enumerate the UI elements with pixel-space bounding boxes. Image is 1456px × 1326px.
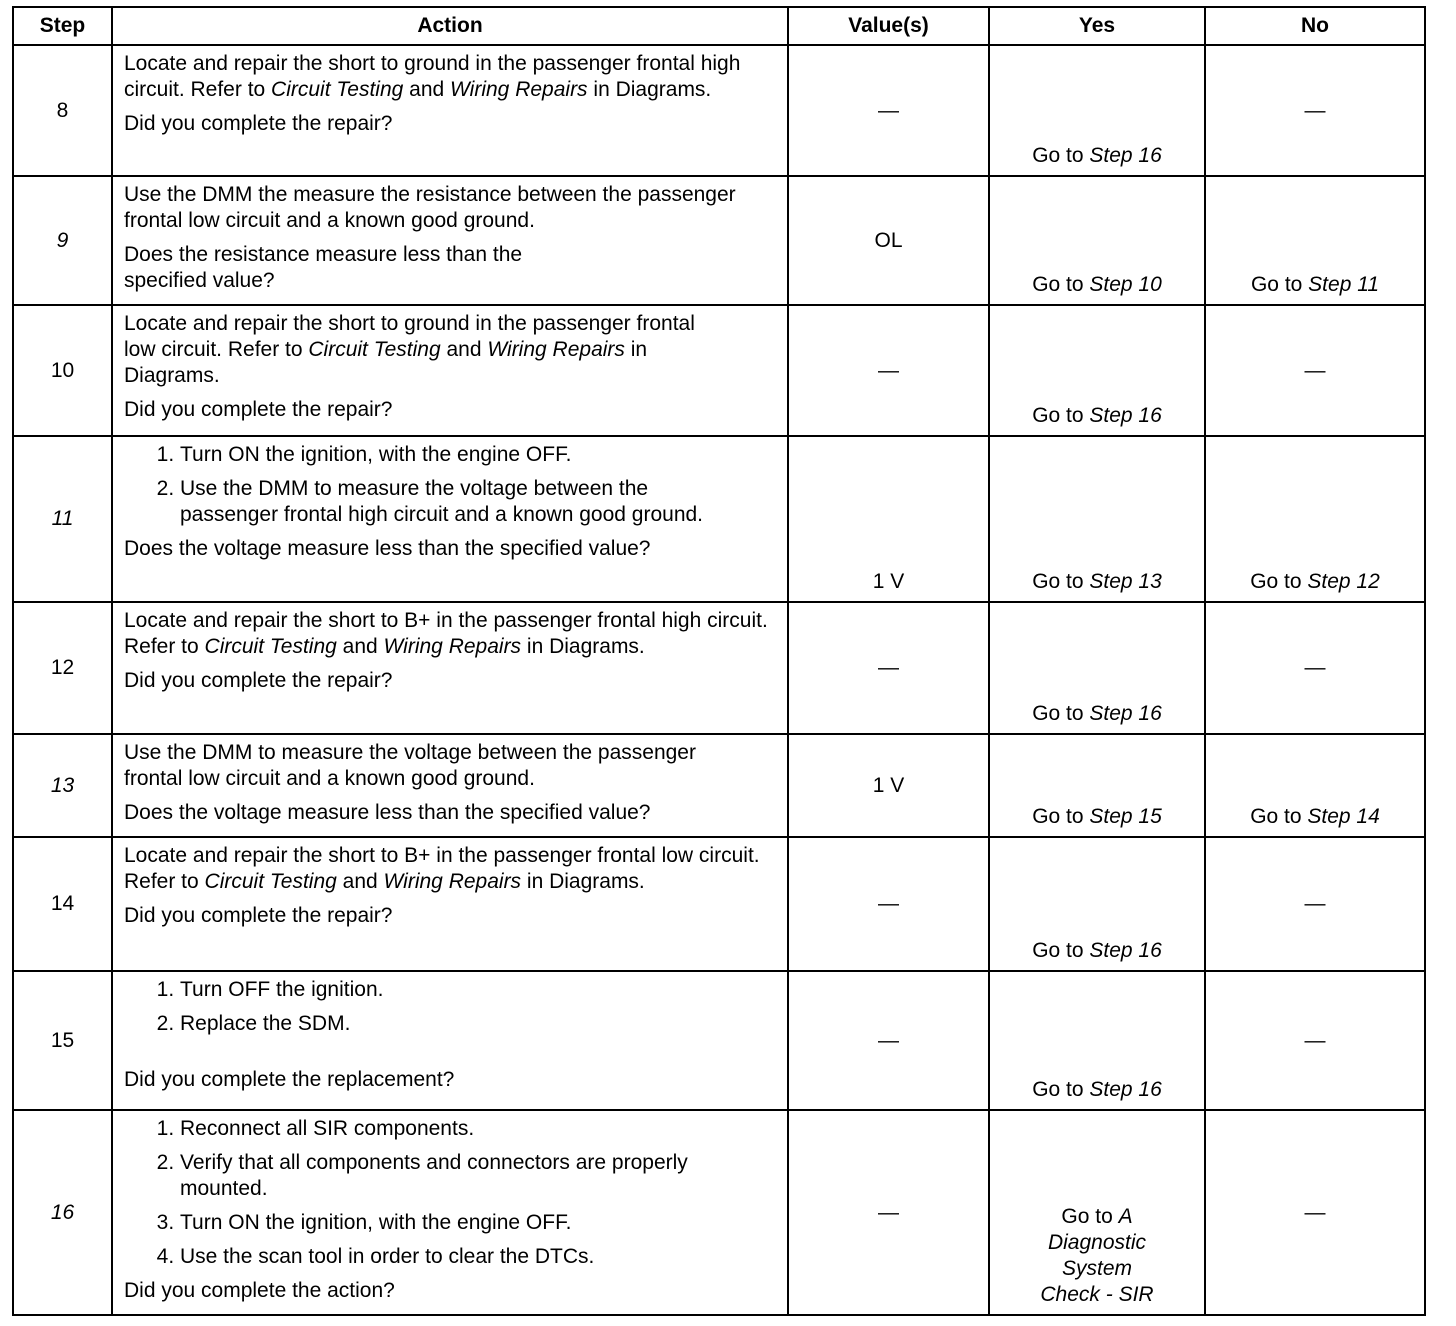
no-cell: —: [1205, 45, 1425, 176]
value-cell: —: [788, 602, 989, 734]
action-step: 4. Use the scan tool in order to clear the DTCs.: [180, 1244, 750, 1270]
yes-cell: Go to Step 15: [989, 734, 1205, 837]
value-cell: —: [788, 305, 989, 436]
yes-step-link: Step 16: [1089, 939, 1162, 962]
value-cell: 1 V: [788, 436, 989, 602]
no-cell: Go to Step 14: [1205, 734, 1425, 837]
circuit-testing-ref: Circuit Testing: [204, 635, 337, 658]
yes-step-link: Step 16: [1089, 144, 1162, 167]
header-no: No: [1205, 7, 1425, 45]
no-step-link: Step 14: [1307, 805, 1380, 828]
no-cell: —: [1205, 602, 1425, 734]
wiring-repairs-ref: Wiring Repairs: [383, 870, 522, 893]
table-row: [13, 1110, 1425, 1315]
table-row: [13, 734, 1425, 837]
value-cell: —: [788, 837, 989, 971]
no-step-link: Step 12: [1307, 570, 1380, 593]
action-steps: [124, 977, 777, 1037]
table-row: [13, 176, 1425, 305]
table-row: [13, 971, 1425, 1110]
action-question: Did you complete the repair?: [124, 669, 393, 692]
table-row: [13, 436, 1425, 602]
action-step: 2. Verify that all components and connectors are properly mounted.: [180, 1150, 750, 1202]
step-number: 14: [13, 837, 112, 971]
action-steps: [124, 442, 740, 528]
action-question: Does the resistance measure less than the specified value?: [124, 243, 523, 292]
yes-cell: Go to A Diagnostic System Check - SIR: [989, 1110, 1205, 1315]
yes-cell: Go to Step 16: [989, 45, 1205, 176]
no-cell: —: [1205, 971, 1425, 1110]
action-cell: [112, 176, 788, 305]
step-number: 13: [13, 734, 112, 837]
action-question: Did you complete the action?: [124, 1279, 395, 1302]
action-question: Does the voltage measure less than the specified value?: [124, 801, 651, 824]
yes-step-link: Step 10: [1089, 273, 1162, 296]
action-cell: [112, 1110, 788, 1315]
action-text: Use the DMM to measure the voltage between the passenger frontal low circuit and a known good ground.: [124, 741, 696, 790]
step-number: 15: [13, 971, 112, 1110]
action-step: 2. Replace the SDM.: [180, 1011, 777, 1037]
header-yes: Yes: [989, 7, 1205, 45]
step-number: 8: [13, 45, 112, 176]
yes-cell: Go to Step 13: [989, 436, 1205, 602]
step-number: 10: [13, 305, 112, 436]
yes-cell: Go to Step 16: [989, 602, 1205, 734]
action-text: Use the DMM the measure the resistance between the passenger frontal low circuit and a known good ground.: [124, 183, 736, 232]
no-cell: —: [1205, 1110, 1425, 1315]
action-step: 1. Reconnect all SIR components.: [180, 1116, 750, 1142]
action-step: 3. Turn ON the ignition, with the engine OFF.: [180, 1210, 750, 1236]
yes-step-link: Step 16: [1089, 702, 1162, 725]
step-number: 9: [13, 176, 112, 305]
header-action: Action: [112, 7, 788, 45]
yes-step-link: Step 15: [1089, 805, 1162, 828]
action-cell: [112, 971, 788, 1110]
circuit-testing-ref: Circuit Testing: [271, 78, 404, 101]
value-cell: —: [788, 45, 989, 176]
action-question: Does the voltage measure less than the specified value?: [124, 537, 651, 560]
action-cell: [112, 734, 788, 837]
no-cell: —: [1205, 305, 1425, 436]
step-number: 12: [13, 602, 112, 734]
action-question: Did you complete the replacement?: [124, 1068, 455, 1091]
action-step: 1. Turn OFF the ignition.: [180, 977, 777, 1003]
yes-cell: Go to Step 16: [989, 971, 1205, 1110]
table-row: [13, 602, 1425, 734]
yes-step-link: Step 16: [1089, 404, 1162, 427]
action-text: Locate and repair the short to ground in the passenger frontal low circuit. Refer to Circuit Testing and Wiring Repairs in Diagrams.: [124, 312, 695, 387]
wiring-repairs-ref: Wiring Repairs: [487, 338, 625, 361]
value-cell: OL: [788, 176, 989, 305]
no-cell: —: [1205, 837, 1425, 971]
action-cell: [112, 45, 788, 176]
yes-step-link: Step 13: [1089, 570, 1162, 593]
no-cell: Go to Step 11: [1205, 176, 1425, 305]
no-cell: Go to Step 12: [1205, 436, 1425, 602]
value-cell: 1 V: [788, 734, 989, 837]
action-cell: [112, 602, 788, 734]
action-cell: [112, 436, 788, 602]
header-values: Value(s): [788, 7, 989, 45]
diagnostic-table: [12, 6, 1426, 1316]
action-cell: [112, 837, 788, 971]
yes-cell: Go to Step 16: [989, 305, 1205, 436]
table-row: [13, 837, 1425, 971]
action-text: Locate and repair the short to B+ in the passenger frontal high circuit. Refer to Circuit Testing and Wiring Repairs in Diagrams.: [124, 609, 768, 658]
action-text: Locate and repair the short to ground in the passenger frontal high circuit. Refer to Circuit Testing and Wiring Repairs in Diagrams.: [124, 52, 741, 101]
header-row: [13, 7, 1425, 45]
action-step: 2. Use the DMM to measure the voltage between the passenger frontal high circuit and a known good ground.: [180, 476, 740, 528]
yes-diagnostic-link: A Diagnostic System Check - SIR: [1040, 1205, 1154, 1306]
yes-cell: Go to Step 10: [989, 176, 1205, 305]
yes-step-link: Step 16: [1089, 1078, 1162, 1101]
no-step-link: Step 11: [1308, 273, 1380, 296]
table-row: [13, 45, 1425, 176]
action-text: Locate and repair the short to B+ in the passenger frontal low circuit. Refer to Circuit Testing and Wiring Repairs in Diagrams.: [124, 844, 760, 893]
wiring-repairs-ref: Wiring Repairs: [450, 78, 588, 101]
table-row: [13, 305, 1425, 436]
value-cell: —: [788, 1110, 989, 1315]
step-number: 16: [13, 1110, 112, 1315]
action-question: Did you complete the repair?: [124, 112, 393, 135]
action-cell: [112, 305, 788, 436]
header-step: Step: [13, 7, 112, 45]
circuit-testing-ref: Circuit Testing: [204, 870, 337, 893]
wiring-repairs-ref: Wiring Repairs: [383, 635, 522, 658]
action-step: 1. Turn ON the ignition, with the engine OFF.: [180, 442, 740, 468]
action-question: Did you complete the repair?: [124, 904, 393, 927]
action-steps: [124, 1116, 750, 1270]
value-cell: —: [788, 971, 989, 1110]
action-question: Did you complete the repair?: [124, 398, 393, 421]
yes-cell: Go to Step 16: [989, 837, 1205, 971]
circuit-testing-ref: Circuit Testing: [308, 338, 441, 361]
step-number: 11: [13, 436, 112, 602]
